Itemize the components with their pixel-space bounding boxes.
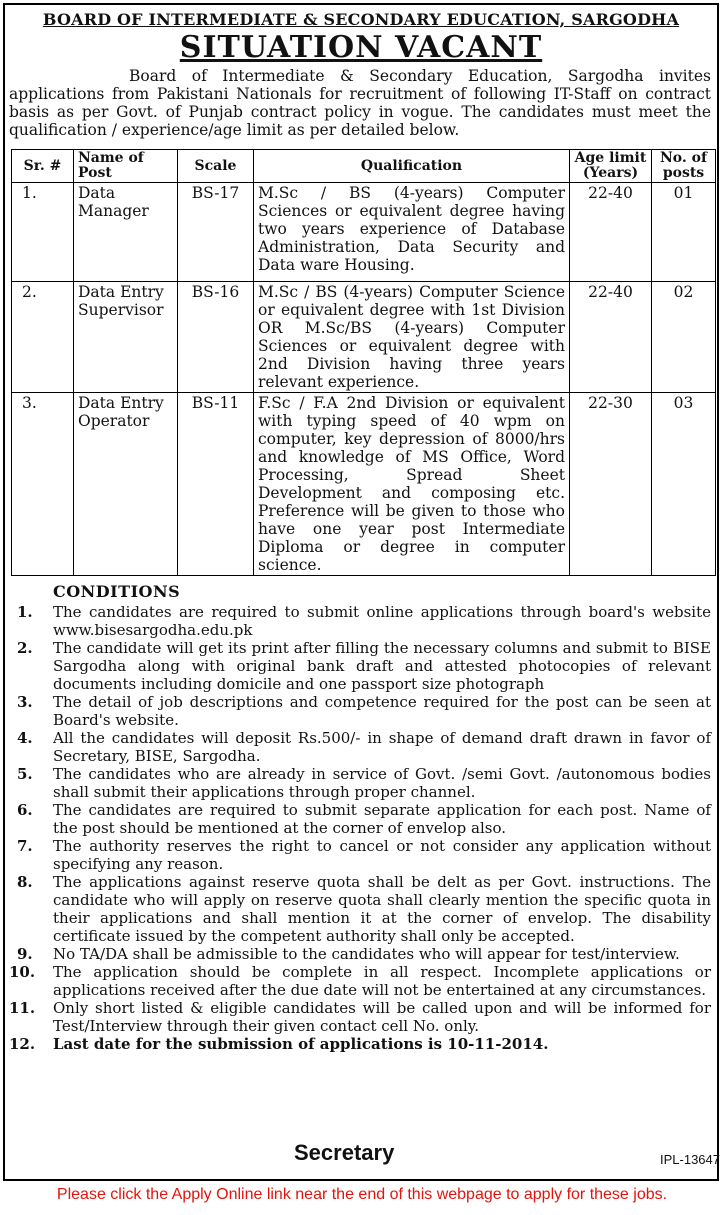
row-sr: 3. — [12, 393, 74, 576]
list-item — [5, 999, 717, 1035]
list-item — [5, 729, 717, 765]
condition-text: The candidates are required to submit online applications through board's website www.bisesargodha.edu.pk — [53, 603, 711, 639]
list-item — [5, 639, 717, 693]
row-qualification: F.Sc / F.A 2nd Division or equivalent with typing speed of 40 wpm on computer, key depression of 8000/hrs and knowledge of MS Office, Word Processing, Spread Sheet Development and composing etc. Preference will be given to those who have one year post Intermediate Diploma or degree in computer science. — [254, 393, 570, 576]
row-posts: 03 — [652, 393, 716, 576]
condition-number: 9. — [17, 945, 33, 963]
condition-text: All the candidates will deposit Rs.500/- in shape of demand draft drawn in favor of Secretary, BISE, Sargodha. — [53, 729, 711, 765]
list-item — [5, 837, 717, 873]
condition-number: 8. — [17, 873, 33, 891]
condition-text: Only short listed & eligible candidates will be called upon and will be informed for Test/Interview through their given contact cell No. only. — [53, 999, 711, 1035]
intro-paragraph: Board of Intermediate & Secondary Education, Sargodha invites applications from Pakistani Nationals for recruitment of following IT-Staff on contract basis as per Govt. of Punjab contract policy in vogue. The candidates must meet the qualification / experience/age limit as per detailed below. — [9, 67, 711, 139]
header-scale: Scale — [178, 150, 254, 183]
condition-text: No TA/DA shall be admissible to the candidates who will appear for test/interview. — [53, 945, 680, 963]
apply-online-notice: Please click the Apply Online link near the end of this webpage to apply for these jobs. — [56, 1186, 668, 1203]
advertisement-frame — [3, 3, 719, 1181]
condition-number: 1. — [17, 603, 33, 621]
condition-number: 5. — [17, 765, 33, 783]
condition-text: The candidates who are already in service of Govt. /semi Govt. /autonomous bodies shall submit their applications through proper channel. — [53, 765, 711, 801]
row-scale: BS-11 — [178, 393, 254, 576]
condition-number: 6. — [17, 801, 33, 819]
condition-number: 12. — [9, 1035, 36, 1053]
main-title: SITUATION VACANT — [179, 30, 543, 65]
table-row — [12, 282, 716, 393]
row-sr: 1. — [12, 183, 74, 282]
condition-text: The candidates are required to submit separate application for each post. Name of the post should be mentioned at the corner of envelop also. — [53, 801, 711, 837]
header-name: Name of Post — [74, 150, 178, 183]
header-posts: No. of posts — [652, 150, 716, 183]
condition-text: The candidate will get its print after filling the necessary columns and submit to BISE Sargodha along with original bank draft and attested photocopies of relevant documents including domicile and one passport size photograph — [53, 639, 711, 693]
condition-text: The detail of job descriptions and competence required for the post can be seen at Board's website. — [53, 693, 711, 729]
list-item — [5, 1035, 717, 1053]
condition-number: 3. — [17, 693, 33, 711]
row-qualification: M.Sc / BS (4-years) Computer Science or equivalent degree with 1st Division OR M.Sc/BS (4-years) Computer Sciences or equivalent degree with 2nd Division having three years relevant experience. — [254, 282, 570, 393]
header-age: Age limit (Years) — [570, 150, 652, 183]
list-item — [5, 693, 717, 729]
condition-number: 10. — [9, 963, 36, 981]
condition-number: 2. — [17, 639, 33, 657]
row-sr: 2. — [12, 282, 74, 393]
row-posts: 01 — [652, 183, 716, 282]
list-item — [5, 603, 717, 639]
list-item — [5, 945, 717, 963]
conditions-list — [5, 603, 717, 1053]
condition-number: 11. — [9, 999, 36, 1017]
row-name: Data Entry Operator — [74, 393, 178, 576]
list-item — [5, 765, 717, 801]
condition-text: The applications against reserve quota shall be delt as per Govt. instructions. The candidate who will apply on reserve quota shall clearly mention the specific quota in their applications and shall mention it at the corner of envelop. The disability certificate issued by the competent authority shall only be accepted. — [53, 873, 711, 945]
condition-number: 7. — [17, 837, 33, 855]
list-item — [5, 801, 717, 837]
board-title: BOARD OF INTERMEDIATE & SECONDARY EDUCATION, SARGODHA — [42, 10, 680, 29]
table-row — [12, 393, 716, 576]
condition-text: The authority reserves the right to cancel or not consider any application without specifying any reason. — [53, 837, 711, 873]
list-item — [5, 873, 717, 945]
row-posts: 02 — [652, 282, 716, 393]
condition-number: 4. — [17, 729, 33, 747]
row-name: Data Entry Supervisor — [74, 282, 178, 393]
row-age: 22-40 — [570, 183, 652, 282]
reference-code: IPL-13647 — [660, 1152, 720, 1167]
header-qualification: Qualification — [254, 150, 570, 183]
table-header-row — [12, 150, 716, 183]
row-name: Data Manager — [74, 183, 178, 282]
header-sr: Sr. # — [12, 150, 74, 183]
row-age: 22-30 — [570, 393, 652, 576]
row-age: 22-40 — [570, 282, 652, 393]
row-qualification: M.Sc / BS (4-years) Computer Sciences or equivalent degree having two years experience of Database Administration, Data Security and Data ware Housing. — [254, 183, 570, 282]
table-row — [12, 183, 716, 282]
signature-title: Secretary — [294, 1140, 395, 1165]
condition-text: Last date for the submission of applications is 10-11-2014. — [53, 1035, 549, 1053]
conditions-heading: CONDITIONS — [53, 582, 181, 601]
condition-text: The application should be complete in all respect. Incomplete applications or applications received after the due date will not be entertained at any circumstances. — [53, 963, 711, 999]
posts-table — [11, 149, 716, 576]
list-item — [5, 963, 717, 999]
row-scale: BS-17 — [178, 183, 254, 282]
row-scale: BS-16 — [178, 282, 254, 393]
